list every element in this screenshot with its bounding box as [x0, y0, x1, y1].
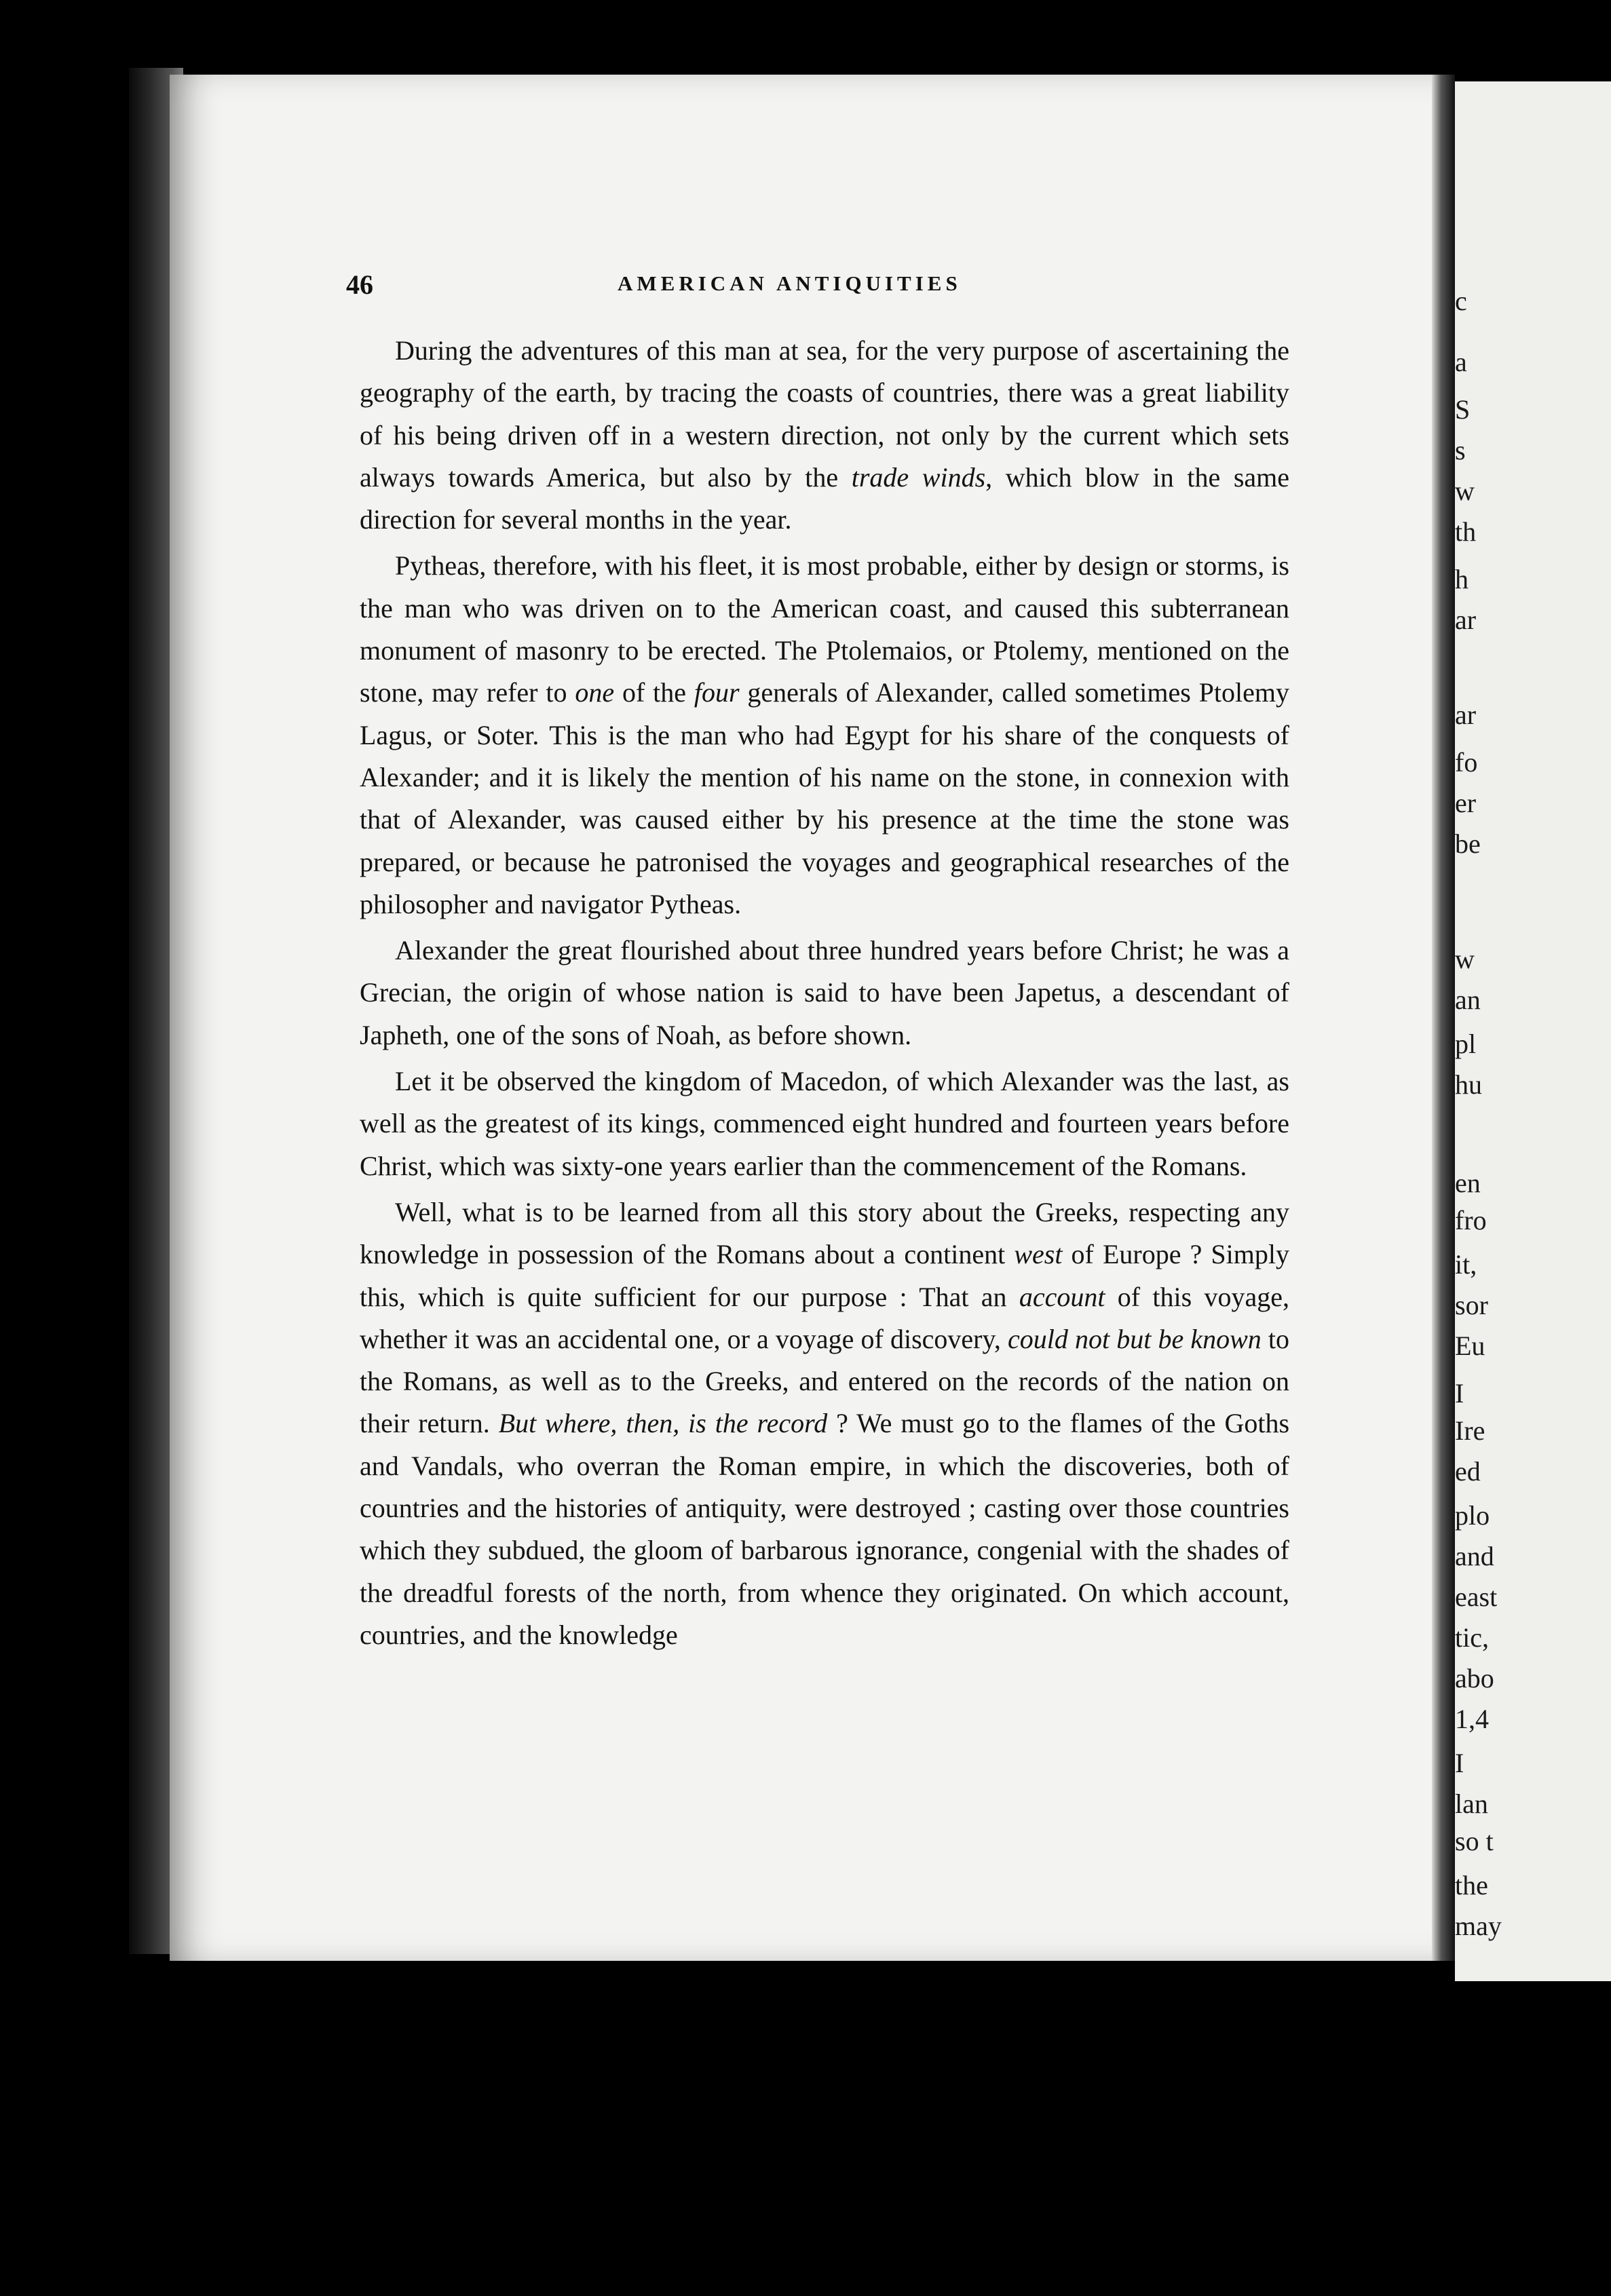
- italic-run: four: [694, 677, 740, 708]
- facing-page-fragment: lan: [1455, 1788, 1488, 1819]
- text-run: generals of Alexander, called sometimes Ptolemy Lagus, or Soter. This is the man who had Egypt for his share of the conquests of Alexander; and it is likely the mention of his name on the stone, in connexion with that of Alexander, was caused either by his presence at the time the stone was prepared, or because he patronised the voyages and geographical researches of the philosopher and navigator Pytheas.: [360, 677, 1290, 919]
- paragraph: [360, 930, 1289, 1056]
- facing-page-fragment: I: [1455, 1378, 1464, 1409]
- facing-page-fragment: ar: [1455, 605, 1477, 635]
- body-text: [360, 330, 1289, 1660]
- facing-page-edge: [1455, 81, 1611, 1981]
- facing-page-fragment: en: [1455, 1168, 1481, 1198]
- facing-page-fragment: and: [1455, 1541, 1494, 1571]
- text-run: Well, what is to be learned from all this story about the Greeks, respecting any knowledge in possession of the Romans about a continent: [360, 1196, 1289, 1270]
- facing-page-fragment: Eu: [1455, 1331, 1485, 1361]
- text-run: of the: [614, 677, 694, 708]
- facing-page-fragment: fro: [1455, 1205, 1487, 1236]
- facing-page-fragment: sor: [1455, 1290, 1488, 1320]
- italic-run: could not but be known: [1008, 1323, 1262, 1354]
- text-run: , which blow in the same direction for several months in the year.: [360, 461, 1290, 535]
- facing-page-fragment: pl: [1455, 1029, 1477, 1059]
- facing-page-fragment: an: [1455, 984, 1481, 1015]
- facing-page-fragment: fo: [1455, 747, 1478, 778]
- facing-page-fragment: h: [1455, 564, 1468, 594]
- facing-page-fragment: so t: [1455, 1826, 1494, 1856]
- facing-page-fragment: abo: [1455, 1663, 1494, 1694]
- italic-run: trade winds: [851, 461, 986, 493]
- facing-page-fragment: ar: [1455, 700, 1477, 730]
- page-gutter: [1432, 75, 1455, 1961]
- text-run: During the adventures of this man at sea, for the very purpose of ascertaining the geography of the earth, by tracing the coasts of countries, there was a great liability of his being driven off in a western direction, not only by the current which sets always towards America, but also by the: [360, 335, 1289, 493]
- page-number: 46: [346, 269, 373, 300]
- facing-page-fragment: hu: [1455, 1069, 1482, 1100]
- italic-run: account: [1019, 1281, 1105, 1312]
- text-run: Pytheas, therefore, with his fleet, it is most probable, either by design or storms, is the man who was driven on to the American coast, and caused this subterranean monument of masonry to be erected. The Ptolemaios, or Ptolemy, mentioned on the stone, may refer to: [360, 550, 1289, 708]
- italic-run: one: [575, 677, 615, 708]
- facing-page-fragment: 1,4: [1455, 1704, 1489, 1734]
- paragraph: [360, 1191, 1289, 1656]
- running-title: AMERICAN ANTIQUITIES: [618, 271, 962, 295]
- facing-page-fragment: th: [1455, 516, 1477, 547]
- facing-page-fragment: S: [1455, 394, 1471, 425]
- facing-page-fragment: Ire: [1455, 1415, 1485, 1446]
- facing-page-fragment: c: [1455, 286, 1467, 316]
- italic-run: west: [1014, 1239, 1063, 1270]
- text-run: Alexander the great flourished about three hundred years before Christ; he was a Grecian, the origin of whose nation is said to have been Japetus, a descendant of Japheth, one of the sons of Noah, as before shown.: [360, 935, 1289, 1050]
- facing-page-fragment: may: [1455, 1911, 1502, 1941]
- facing-page-fragment: w: [1455, 476, 1475, 506]
- facing-page-fragment: s: [1455, 435, 1466, 465]
- facing-page-fragment: be: [1455, 828, 1481, 859]
- text-run: ? We must go to the flames of the Goths and Vandals, who overran the Roman empire, in which the discoveries, both of countries and the histories of antiquity, were destroyed ; casting over those countries which they subdued, the gloom of barbarous ignorance, congenial with the shades of the dreadful forests of the north, from whence they originated. On which account, countries, and the knowledge: [360, 1408, 1290, 1650]
- text-run: to the Romans, as well as to the Greeks, and entered on the records of the nation on their return.: [360, 1323, 1289, 1439]
- text-run: Let it be observed the kingdom of Macedon, of which Alexander was the last, as well as the greatest of its kings, commenced eight hundred and fourteen years before Christ, which was sixty-one years earlier than the commencement of the Romans.: [360, 1066, 1289, 1181]
- facing-page-fragment: ed: [1455, 1456, 1481, 1487]
- facing-page-fragment: w: [1455, 944, 1475, 974]
- facing-page-fragment: east: [1455, 1582, 1498, 1612]
- text-run: of this voyage, whether it was an accidental one, or a voyage of discovery,: [360, 1281, 1289, 1354]
- paragraph: [360, 330, 1289, 541]
- facing-page-fragment: a: [1455, 347, 1467, 377]
- facing-page-fragment: the: [1455, 1870, 1488, 1900]
- running-head: [346, 269, 1310, 309]
- facing-page-fragment: it,: [1455, 1249, 1477, 1280]
- text-run: of Europe ? Simply this, which is quite sufficient for our purpose : That an: [360, 1239, 1289, 1312]
- facing-page-fragment: tic,: [1455, 1622, 1489, 1653]
- facing-page-fragment: I: [1455, 1748, 1464, 1778]
- facing-page-fragment: plo: [1455, 1500, 1490, 1531]
- italic-run: But where, then, is the record: [498, 1408, 828, 1439]
- facing-page-fragment: er: [1455, 788, 1477, 818]
- paragraph: [360, 1060, 1289, 1187]
- paragraph: [360, 545, 1289, 925]
